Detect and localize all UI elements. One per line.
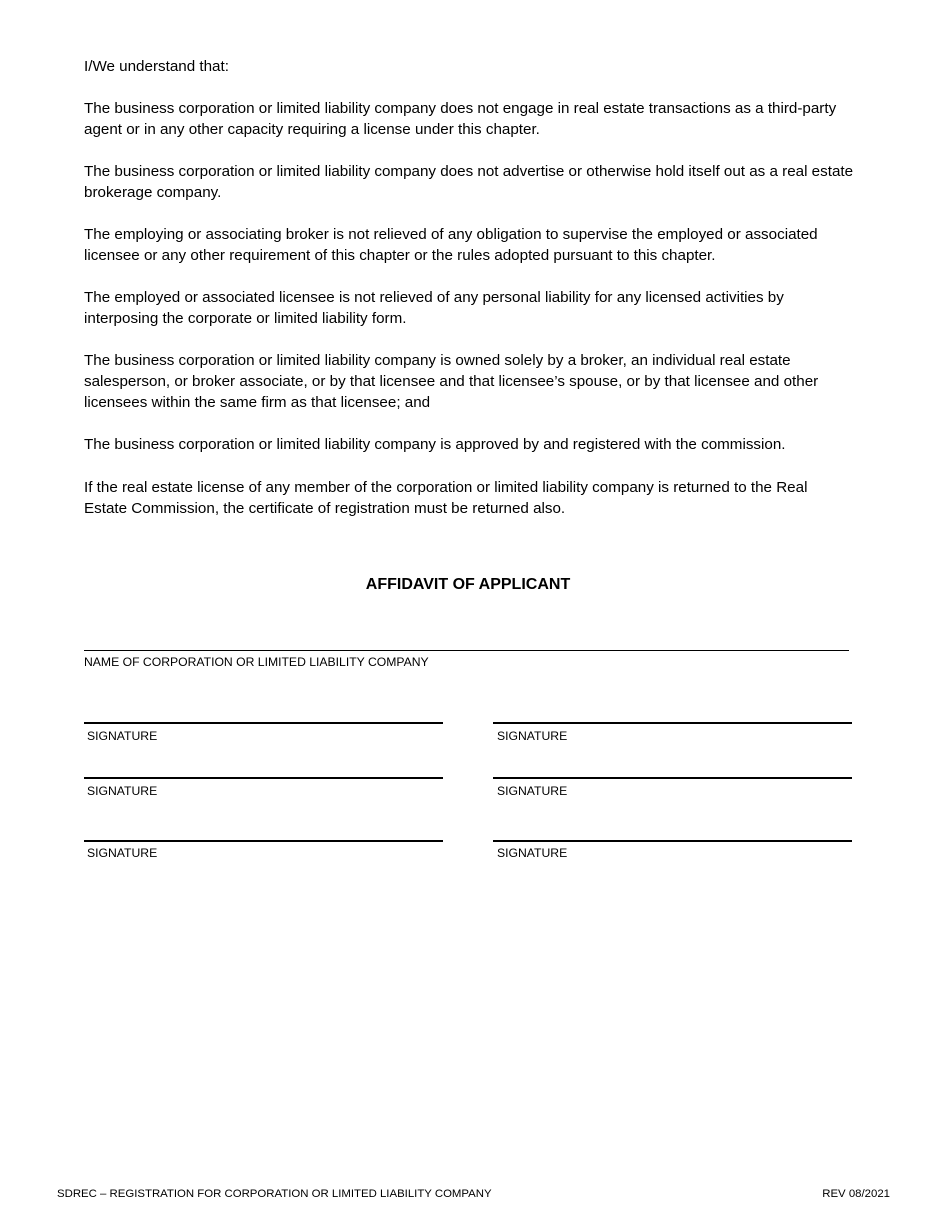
signature-label: SIGNATURE	[87, 729, 158, 743]
statement-paragraph: The employed or associated licensee is not relieved of any personal liability for any licensed activities by interposing the corporate or limited liability form.	[84, 289, 784, 327]
statement-paragraph: The business corporation or limited liability company does not advertise or otherwise hold itself out as a real estate brokerage company.	[84, 163, 854, 201]
statement-paragraph: The business corporation or limited liability company is approved by and registered with the commission.	[84, 436, 786, 453]
statement-paragraph: The employing or associating broker is not relieved of any obligation to supervise the employed or associated licensee or any other requirement of this chapter or the rules adopted pursuant to this chapter.	[84, 226, 818, 264]
statement-paragraph: The business corporation or limited liability company is owned solely by a broker, an individual real estate salesperson, or broker associate, or by that licensee and that licensee’s spouse, or by that licensee and other licensees within the same firm as that licensee; and	[84, 352, 819, 411]
statement-paragraph: If the real estate license of any member of the corporation or limited liability company is returned to the Real Estate Commission, the certificate of registration must be returned also.	[84, 479, 808, 517]
signature-label: SIGNATURE	[87, 846, 158, 860]
signature-field[interactable]	[84, 722, 443, 724]
company-name-field[interactable]	[84, 650, 849, 651]
signature-field[interactable]	[84, 777, 443, 779]
signature-field[interactable]	[493, 777, 852, 779]
intro-text: I/We understand that:	[84, 58, 229, 75]
affidavit-heading: AFFIDAVIT OF APPLICANT	[365, 576, 571, 593]
signature-label: SIGNATURE	[87, 784, 158, 798]
footer-revision: REV 08/2021	[822, 1188, 890, 1200]
statement-paragraph: The business corporation or limited liability company does not engage in real estate transactions as a third-party agent or in any other capacity requiring a license under this chapter.	[84, 100, 837, 138]
signature-label: SIGNATURE	[497, 729, 568, 743]
signature-field[interactable]	[493, 722, 852, 724]
company-name-label: NAME OF CORPORATION OR LIMITED LIABILITY COMPANY	[84, 655, 429, 669]
footer-form-title: SDREC – REGISTRATION FOR CORPORATION OR LIMITED LIABILITY COMPANY	[57, 1188, 492, 1200]
signature-field[interactable]	[84, 840, 443, 842]
signature-label: SIGNATURE	[497, 846, 568, 860]
signature-field[interactable]	[493, 840, 852, 842]
signature-label: SIGNATURE	[497, 784, 568, 798]
